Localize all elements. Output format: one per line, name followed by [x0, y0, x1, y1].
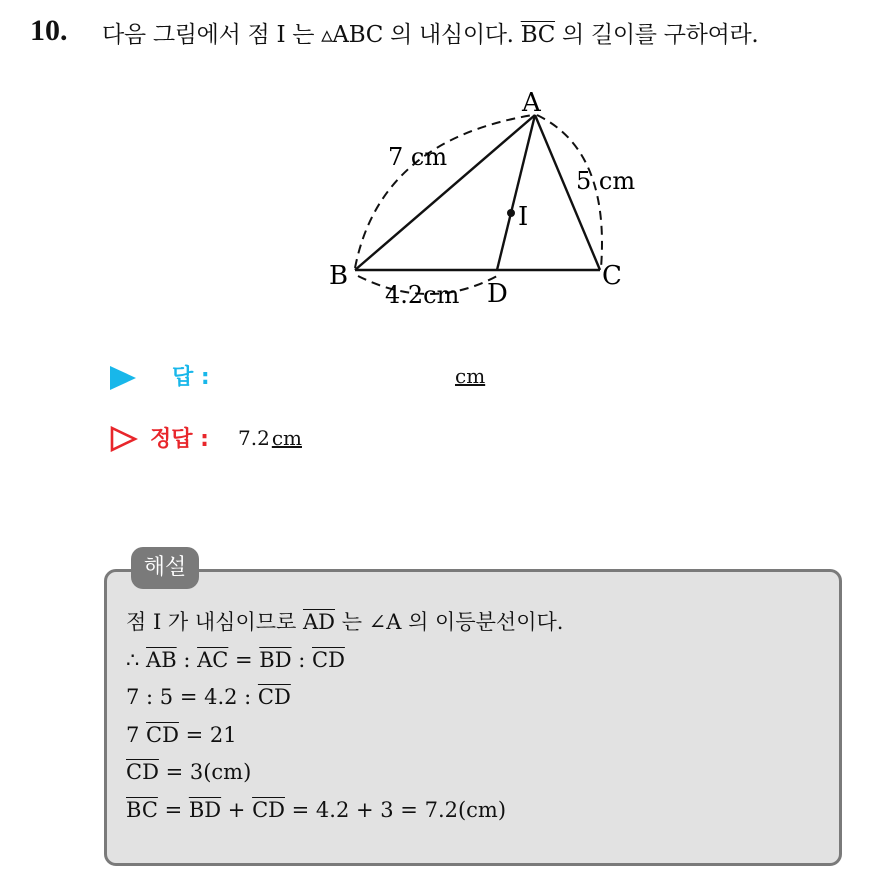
question-number: 10.	[30, 14, 68, 47]
segment-ad-text: $\overline{AD}$	[303, 610, 336, 634]
label-i: I	[518, 202, 529, 232]
answer-row	[110, 360, 610, 394]
label-c: C	[602, 261, 622, 291]
segment-bc: $\overline{BC}$	[520, 22, 556, 48]
key-answer-value	[238, 426, 302, 450]
explanation-line-2: ∴ $\overline{AB}$ : $\overline{AC} = \overline{BD}$ : $\overline{CD}$	[126, 647, 345, 672]
explanation-lines	[126, 604, 563, 829]
explanation-tab: 해설	[131, 547, 199, 589]
answer-label: 답 :	[172, 365, 210, 390]
key-answer-row	[110, 422, 610, 456]
explanation-line-5: $\overline{CD} = 3(cm)$	[126, 760, 252, 784]
dashed-arc-ab	[355, 115, 533, 268]
filled-arrow-icon	[110, 366, 136, 390]
key-answer-label: 정답 :	[150, 427, 209, 452]
explanation-line-1: 점 I 가 내심이므로 $\overline{AD}$ 는 ∠A 의 이등분선이다.	[126, 610, 564, 634]
explanation-line-6: $\overline{BC} = \overline{BD} + \overline{CD} = 4.2 + 3 = 7.2(cm)$	[126, 797, 507, 822]
label-ab-length: 7 cm	[388, 143, 448, 171]
label-b: B	[329, 261, 349, 291]
side-ab	[355, 115, 535, 270]
key-answer-unit: cm	[271, 426, 302, 450]
label-d: D	[487, 279, 508, 309]
label-bd-length: 4.2cm	[385, 281, 460, 309]
key-answer-number: 7.2	[238, 426, 270, 450]
segment-ad	[497, 115, 535, 270]
outline-arrow-icon	[110, 426, 138, 452]
question-text-a: 다음 그림에서 점 I 는 ▵ABC 의 내심이다.	[102, 22, 521, 48]
label-ac-length: 5 cm	[576, 167, 636, 195]
answer-unit: cm	[455, 364, 486, 388]
label-a: A	[522, 88, 541, 118]
triangle-figure	[0, 0, 884, 340]
question-text-b: 의 길이를 구하여라.	[555, 22, 759, 48]
explanation-line-4: 7 $\overline{CD} = 21$	[126, 722, 237, 747]
incenter-point	[507, 209, 515, 217]
explanation-line-3: 7 : 5 = 4.2 : $\overline{CD}$	[126, 685, 291, 709]
